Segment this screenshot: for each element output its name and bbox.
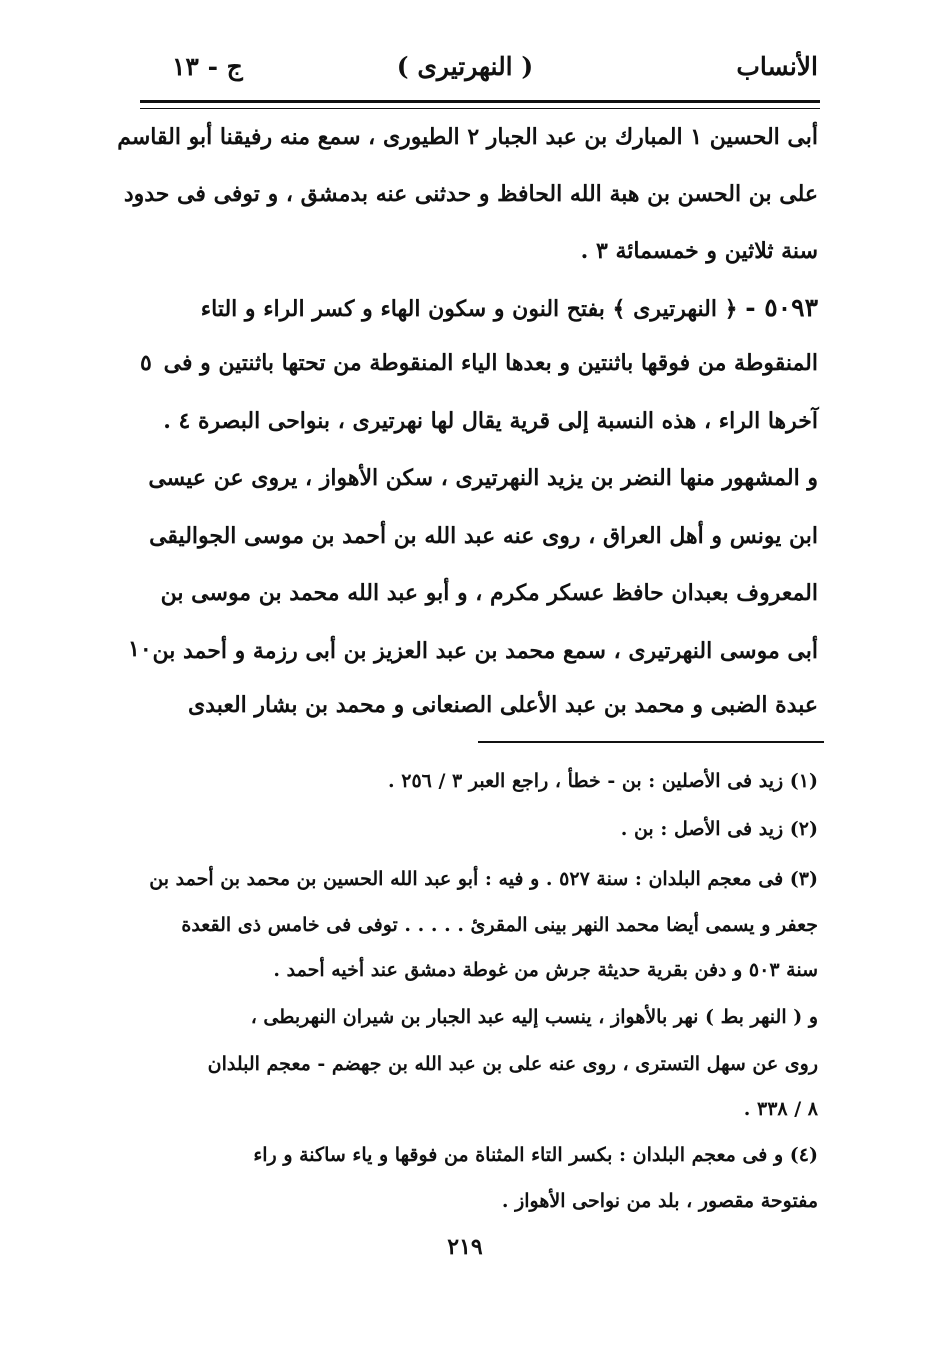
header-rule-thin (140, 108, 820, 109)
entry-heading: ( النهرتيرى ) (396, 52, 534, 81)
volume-number: ج - ١٣ (172, 52, 243, 81)
body-line: ابن يونس و أهل العراق ، روى عنه عبد الله بن أحمد بن موسى الجواليقى (149, 523, 818, 549)
entry-text: ﴿ النهرتيرى ﴾ بفتح النون و سكون الهاء و كسر الراء و التاء (200, 296, 738, 322)
body-line: المعروف بعبدان حافظ عسكر مكرم ، و أبو عبد الله محمد بن موسى بن (160, 580, 818, 606)
running-title: الأنساب (736, 52, 818, 81)
footnote-separator (478, 741, 824, 743)
line-number-10: ١٠ (128, 636, 152, 662)
footnote-line: (٢) زيد فى الأصل : بن . (620, 818, 818, 840)
body-line: آخرها الراء ، هذه النسبة إلى قرية يقال لها نهرتيرى ، بنواحى البصرة ٤ . (163, 408, 818, 434)
body-line: المنقوطة من فوقها باثنتين و بعدها الياء المنقوطة من تحتها باثنتين و فى (163, 350, 818, 376)
footnote-line: (١) زيد فى الأصلين : بن - خطأ ، راجع العبر ٣ / ٢٥٦ . (388, 770, 818, 792)
page-number: ٢١٩ (447, 1234, 483, 1260)
footnote-line: مفتوحة مقصور ، بلد من نواحى الأهواز . (501, 1190, 818, 1212)
entry-number: ٥٠٩٣ - (745, 293, 818, 322)
footnote-line: ٨ / ٣٣٨ . (743, 1098, 818, 1120)
footnote-line: (٣) فى معجم البلدان : سنة ٥٢٧ . و فيه : أبو عبد الله الحسين بن محمد بن أحمد بن (149, 868, 818, 890)
body-line: أبى موسى النهرتيرى ، سمع محمد بن عبد العزيز بن أبى رزمة و أحمد بن (152, 638, 818, 664)
body-line: سنة ثلاثين و خمسمائة ٣ . (580, 238, 818, 264)
footnote-line: جعفر و يسمى أيضا محمد النهر بينى المقرئ . . . . . توفى فى خامس ذى القعدة (181, 914, 818, 936)
body-line: على بن الحسن بن هبة الله الحافظ و حدثنى عنه بدمشق ، و توفى فى حدود (123, 181, 818, 207)
footnote-line: روى عن سهل التسترى ، روى عنه على بن عبد الله بن جهضم - معجم البلدان (207, 1053, 818, 1075)
body-line: عبدة الضبى و محمد بن عبد الأعلى الصنعانى و محمد بن بشار العبدى (187, 692, 818, 718)
entry-first-line (201, 293, 818, 322)
footnote-line: و ( النهر بط ) نهر بالأهواز ، ينسب إليه عبد الجبار بن شيران النهربطى ، (250, 1006, 818, 1028)
body-line: أبى الحسين ١ المبارك بن عبد الجبار ٢ الطيورى ، سمع منه رفيقنا أبو القاسم (117, 124, 818, 150)
line-number-5: ٥ (140, 350, 152, 376)
header-rule-thick (140, 100, 820, 103)
body-line: و المشهور منها النضر بن يزيد النهرتيرى ، سكن الأهواز ، يروى عن عيسى (148, 465, 818, 491)
footnote-line: سنة ٥٠٣ و دفن بقرية حديثة جرش من غوطة دمشق عند أخيه أحمد . (273, 959, 818, 981)
footnote-line: (٤) و فى معجم البلدان : بكسر التاء المثناة من فوقها و ياء ساكنة و راء (253, 1144, 818, 1166)
